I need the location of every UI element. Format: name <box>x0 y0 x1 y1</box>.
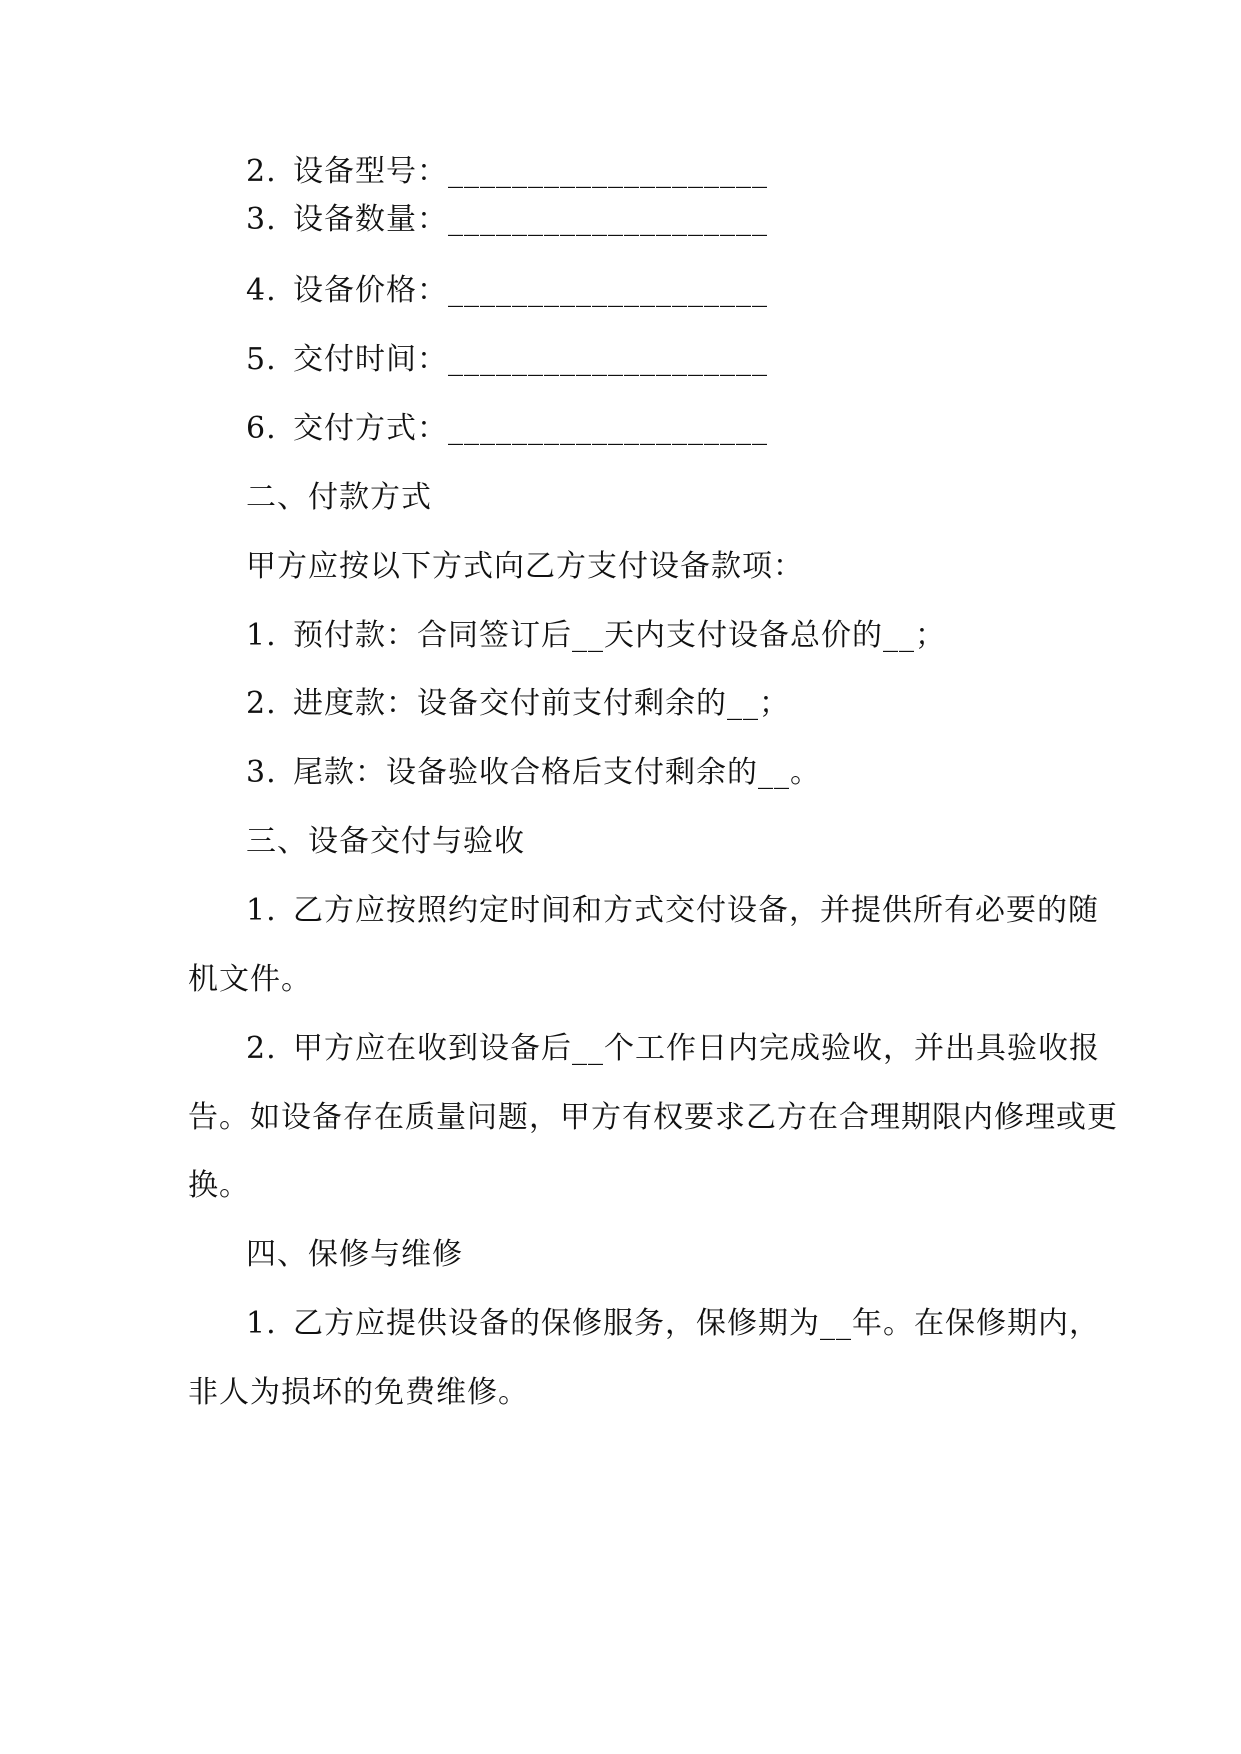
field-model <box>246 152 768 192</box>
item-text: 尾款：设备验收合格后支付剩余的__。 <box>293 755 821 790</box>
item-number: 2. <box>246 686 277 721</box>
field-label: 交付时间： <box>293 342 448 377</box>
field-blank: ____________________ <box>448 202 768 237</box>
payment-item <box>246 616 946 656</box>
paragraph-text: 乙方应按照约定时间和方式交付设备，并提供所有必要的随 <box>293 893 1099 928</box>
delivery-paragraph-line: 机文件。 <box>188 962 312 997</box>
item-number: 3. <box>246 755 277 790</box>
field-number: 3. <box>246 202 277 237</box>
field-number: 4. <box>246 273 277 308</box>
field-quantity <box>246 200 768 240</box>
field-delivery-method <box>246 409 768 449</box>
warranty-paragraph-line <box>246 1304 1100 1344</box>
field-price <box>246 271 768 311</box>
item-number: 2. <box>246 1031 277 1066</box>
field-number: 6. <box>246 411 277 446</box>
field-label: 交付方式： <box>293 411 448 446</box>
item-number: 1. <box>246 618 277 653</box>
acceptance-paragraph-line <box>246 1029 1100 1069</box>
paragraph-text: 甲方应在收到设备后__个工作日内完成验收，并出具验收报 <box>293 1031 1100 1066</box>
section-heading-warranty: 四、保修与维修 <box>246 1237 463 1272</box>
delivery-paragraph-line <box>246 891 1099 931</box>
payment-item <box>246 684 790 724</box>
field-label: 设备价格： <box>293 273 448 308</box>
item-number: 1. <box>246 1306 277 1341</box>
field-blank: ____________________ <box>448 273 768 308</box>
field-number: 2. <box>246 154 277 189</box>
acceptance-paragraph-line: 换。 <box>188 1168 250 1203</box>
payment-intro: 甲方应按以下方式向乙方支付设备款项： <box>246 549 804 584</box>
paragraph-text: 乙方应提供设备的保修服务，保修期为__年。在保修期内， <box>293 1306 1100 1341</box>
section-heading-payment: 二、付款方式 <box>246 480 432 515</box>
item-number: 1. <box>246 893 277 928</box>
field-label: 设备型号： <box>293 154 448 189</box>
field-blank: ____________________ <box>448 154 768 189</box>
item-text: 进度款：设备交付前支付剩余的__； <box>293 686 790 721</box>
field-delivery-time <box>246 340 768 380</box>
field-blank: ____________________ <box>448 342 768 377</box>
warranty-paragraph-line: 非人为损坏的免费维修。 <box>188 1375 529 1410</box>
field-number: 5. <box>246 342 277 377</box>
acceptance-paragraph-line: 告。如设备存在质量问题，甲方有权要求乙方在合理期限内修理或更 <box>188 1100 1118 1135</box>
item-text: 预付款：合同签订后__天内支付设备总价的__； <box>293 618 946 653</box>
section-heading-delivery: 三、设备交付与验收 <box>246 824 525 859</box>
field-blank: ____________________ <box>448 411 768 446</box>
field-label: 设备数量： <box>293 202 448 237</box>
payment-item <box>246 753 821 793</box>
